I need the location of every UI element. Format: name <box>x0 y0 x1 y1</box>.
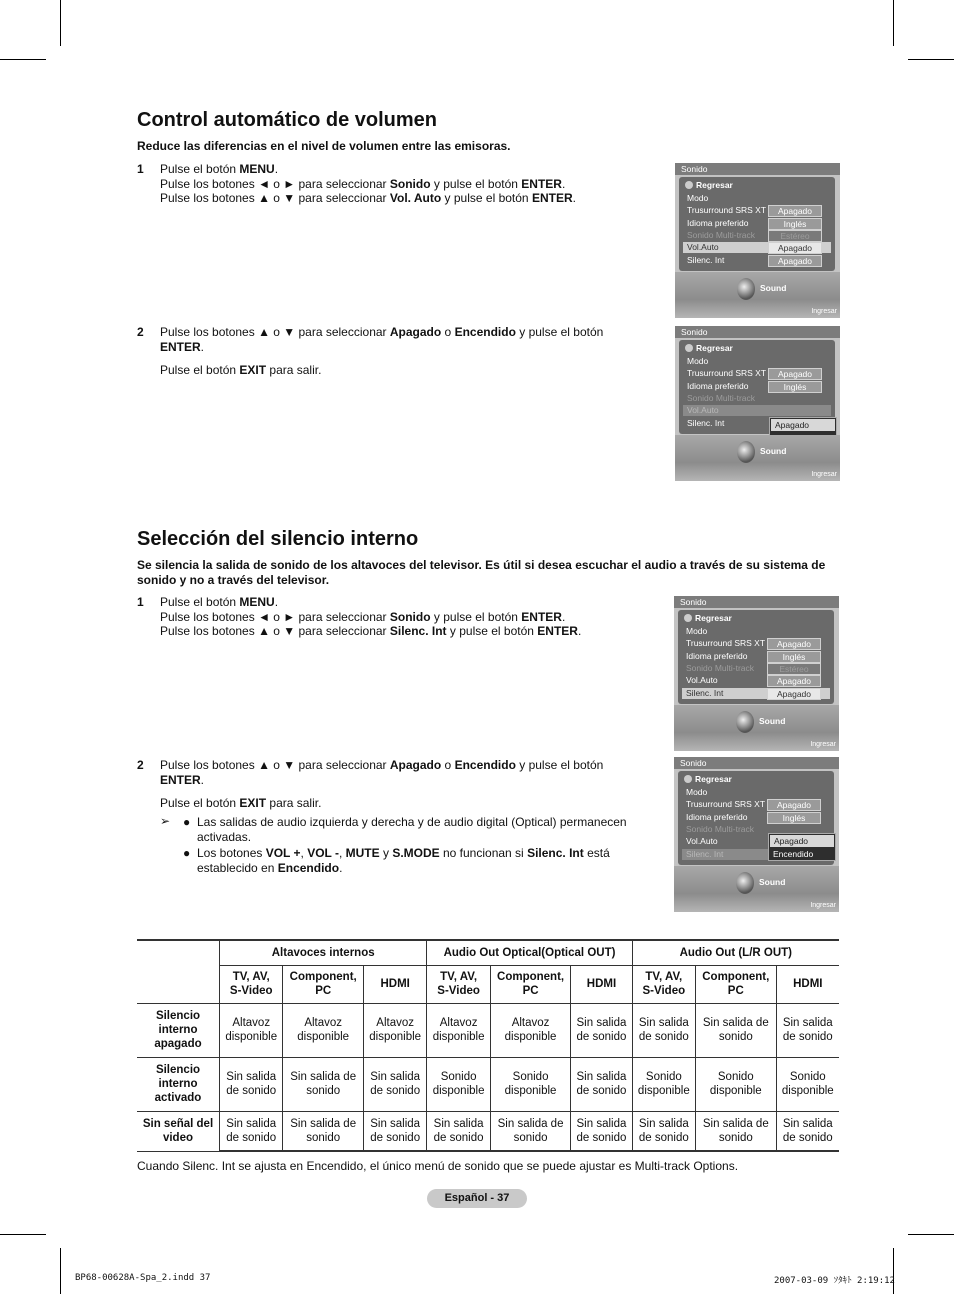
table-sub-header: Component, PC <box>490 965 571 1003</box>
menu-item-silenc[interactable]: Silenc. Int Apagado <box>682 688 830 699</box>
speaker-icon <box>737 441 755 463</box>
table-sub-header: HDMI <box>363 965 426 1003</box>
table-group-header: Audio Out Optical(Optical OUT) <box>427 940 632 965</box>
page-number-badge: Español - 37 <box>427 1189 527 1208</box>
menu-header: Sonido <box>681 164 708 174</box>
menu-item-volauto[interactable]: Vol.Auto Apagado <box>683 242 831 253</box>
bullet-icon: ● <box>183 815 191 829</box>
back-item[interactable]: Regresar <box>685 180 733 190</box>
back-icon <box>685 181 693 189</box>
table-sub-header: TV, AV, S-Video <box>220 965 283 1003</box>
step-2: 2 Pulse los botones ▲ o ▼ para seleccionar Apagado o Encendido y pulse el botón ENTER. Pulse el botón EXIT para salir. <box>137 325 604 377</box>
footnote: Cuando Silenc. Int se ajusta en Encendido, el único menú de sonido que se puede ajustar es Multi-track Options. <box>137 1159 739 1173</box>
section-intro: Se silencia la salida de sonido de los altavoces del televisor. Es útil si desea escuchar el audio a través de su sistema de sonido y no a través del televisor. <box>137 558 826 587</box>
back-icon <box>684 614 692 622</box>
table-group-header: Altavoces internos <box>220 940 427 965</box>
speaker-icon <box>736 872 754 894</box>
crop-mark <box>60 0 61 46</box>
table-sub-header: TV, AV, S-Video <box>427 965 490 1003</box>
table-sub-header: HDMI <box>571 965 632 1003</box>
table-row: Sin señal del video Sin salida de sonido Sin salida de sonido Sin salida de sonido Sin salida de sonido Sin salida de sonido Sin salida de sonido Sin salida de sonido Sin salida de sonido Sin salida de sonido <box>137 1111 839 1151</box>
table-group-header: Audio Out (L/R OUT) <box>632 940 839 965</box>
table-corner <box>137 940 220 1003</box>
section-intro: Reduce las diferencias en el nivel de volumen entre las emisoras. <box>137 139 511 153</box>
step-1: 1 Pulse el botón MENU. Pulse los botones ◄ o ► para seleccionar Sonido y pulse el botón ENTER. Pulse los botones ▲ o ▼ para seleccionar Silenc. Int y pulse el botón ENTER. <box>137 595 582 638</box>
crop-mark <box>908 59 954 60</box>
crop-mark <box>0 59 46 60</box>
tv-menu-screen: Sonido Regresar Modo Trusurround SRS XT Apagado Idioma preferido Inglés Sonido Multi-track Estéreo Vol.Auto Apagado Silenc. Int Apagado Sound Ingresar <box>675 163 840 318</box>
note-arrow-icon: ➢ <box>160 814 171 828</box>
note-bullet: Las salidas de audio izquierda y derecha y de audio digital (Optical) permanecen activadas. <box>197 815 627 844</box>
step-2: 2 Pulse los botones ▲ o ▼ para seleccionar Apagado o Encendido y pulse el botón ENTER. Pulse el botón EXIT para salir. <box>137 758 604 810</box>
speaker-icon <box>736 711 754 733</box>
print-file-info: BP68-00628A-Spa_2.indd 37 <box>75 1273 211 1283</box>
table-sub-header: HDMI <box>776 965 839 1003</box>
table-sub-header: Component, PC <box>696 965 777 1003</box>
table-sub-header: TV, AV, S-Video <box>632 965 695 1003</box>
crop-mark <box>893 1248 894 1294</box>
option-popup[interactable]: Apagado Encendido <box>768 833 836 861</box>
table-row: Silencio interno activado Sin salida de sonido Sin salida de sonido Sin salida de sonido Sonido disponible Sonido disponible Sin salida de sonido Sonido disponible Sonido disponible Sonido disponible <box>137 1057 839 1111</box>
tv-menu-screen: Sonido Regresar Modo Trusurround SRS XT Apagado Idioma preferido Inglés Sonido Multi-track Vol.Auto Silenc. Int Apagado Encendido Sound Ingresar <box>674 757 839 912</box>
crop-mark <box>0 1234 46 1235</box>
step-number: 2 <box>137 325 144 339</box>
back-icon <box>684 775 692 783</box>
section-title: Selección del silencio interno <box>137 528 419 550</box>
section-title: Control automático de volumen <box>137 109 438 131</box>
tv-menu-screen: Sonido Regresar Modo Trusurround SRS XT Apagado Idioma preferido Inglés Sonido Multi-track Estéreo Vol.Auto Apagado Silenc. Int Apagado Sound Ingresar <box>674 596 839 751</box>
table-sub-header: Component, PC <box>283 965 364 1003</box>
table-row: Silencio interno apagado Altavoz disponible Altavoz disponible Altavoz disponible Altavoz disponible Altavoz disponible Sin salida de sonido Sin salida de sonido Sin salida de sonido Sin salida de sonido <box>137 1003 839 1057</box>
crop-mark <box>60 1248 61 1294</box>
audio-output-table <box>137 939 839 1152</box>
tv-menu-screen: Sonido Regresar Modo Trusurround SRS XT Apagado Idioma preferido Inglés Sonido Multi-track Vol.Auto Silenc. Int Apagado Sound Ingresar <box>675 326 840 481</box>
bullet-icon: ● <box>183 846 191 860</box>
print-date-info: 2007-03-09 ｿﾀｷﾄ 2:19:12 <box>774 1276 895 1286</box>
speaker-icon <box>737 278 755 300</box>
back-icon <box>685 344 693 352</box>
crop-mark <box>893 0 894 46</box>
option-popup[interactable]: Apagado <box>769 417 837 445</box>
crop-mark <box>908 1234 954 1235</box>
step-number: 1 <box>137 162 144 176</box>
note-bullet: Los botones VOL +, VOL -, MUTE y S.MODE no funcionan si Silenc. Int está establecido en Encendido. <box>197 846 610 875</box>
step-1: 1 Pulse el botón MENU. Pulse los botones ◄ o ► para seleccionar Sonido y pulse el botón ENTER. Pulse los botones ▲ o ▼ para seleccionar Vol. Auto y pulse el botón ENTER. <box>137 162 576 205</box>
